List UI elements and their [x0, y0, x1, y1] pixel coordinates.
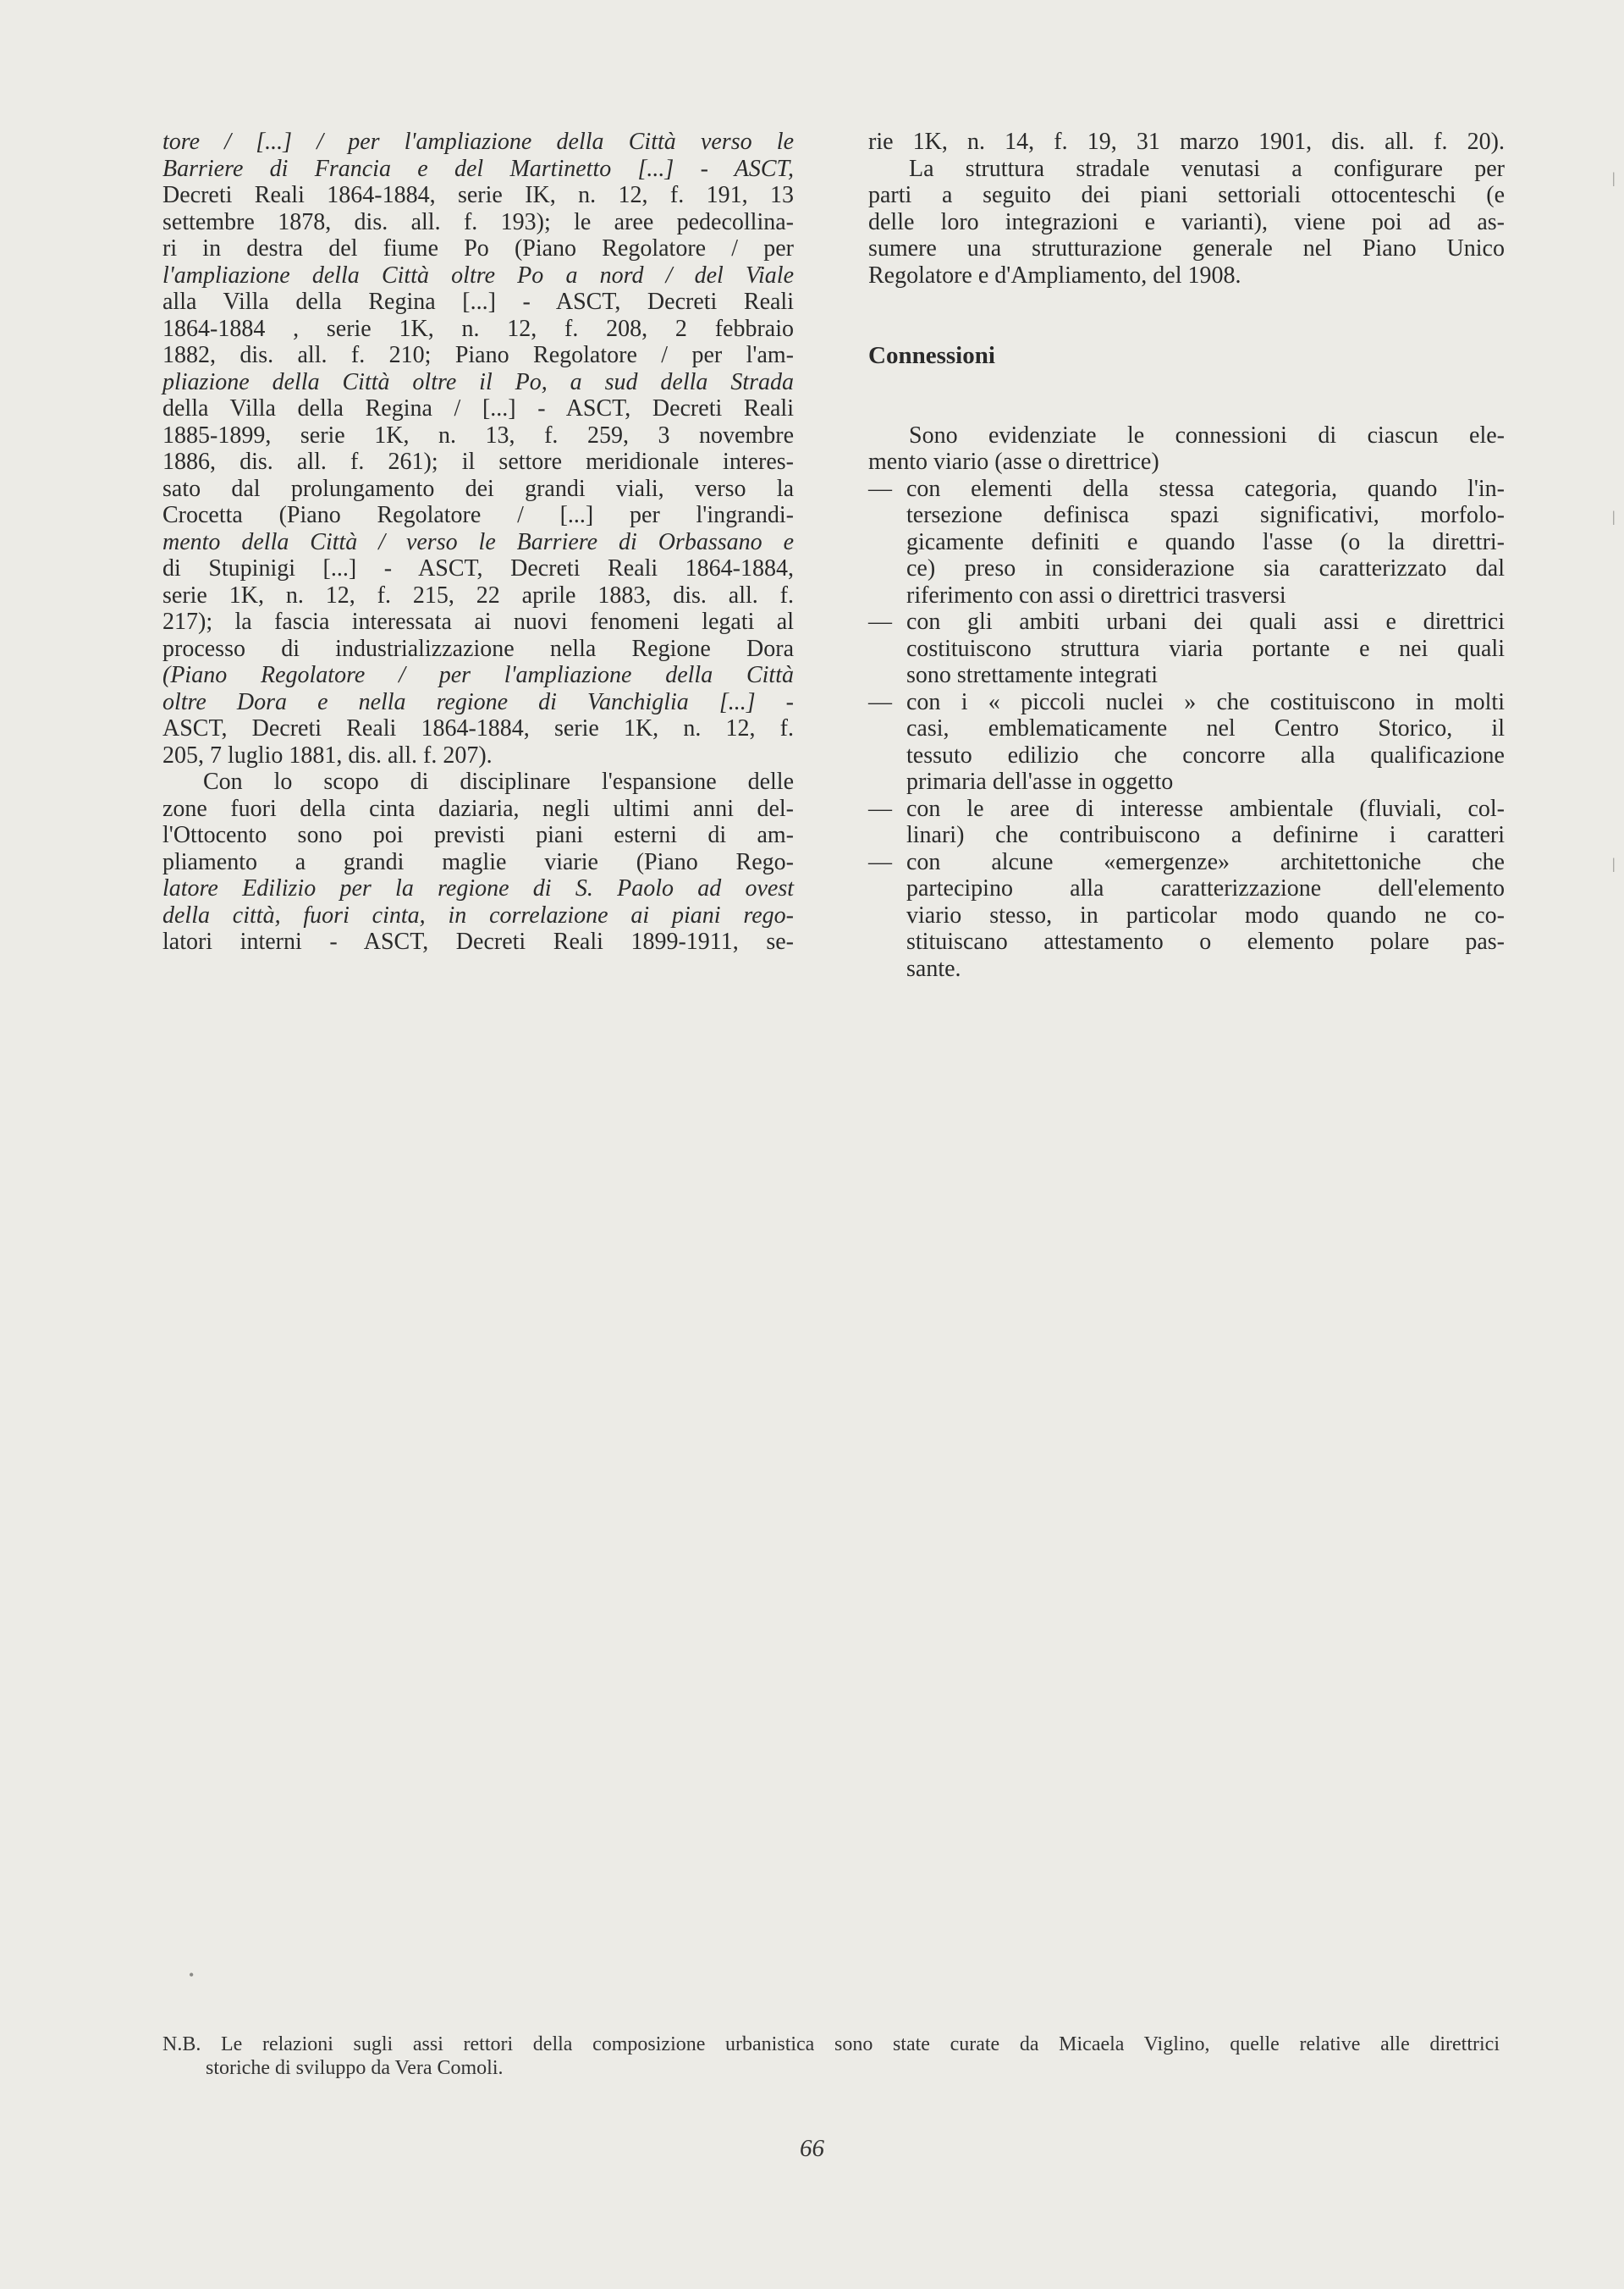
dash-bullet: —	[868, 609, 892, 635]
text-line: pliazione della Città oltre il Po, a sud della Strada	[162, 368, 794, 395]
text-line: tessuto edilizio che concorre alla qualificazione	[906, 742, 1505, 769]
text-line: tore / [...] / per l'ampliazione della Città verso le	[162, 129, 794, 155]
text-line: gicamente definiti e quando l'asse (o la direttri-	[906, 528, 1505, 555]
text-line: delle loro integrazioni e varianti), viene poi ad as-	[868, 208, 1505, 235]
text-line: ASCT, Decreti Reali 1864-1884, serie 1K, n. 12, f.	[162, 715, 794, 742]
text-line: 1886, dis. all. f. 261); il settore meridionale interes-	[162, 449, 794, 475]
text-line: 205, 7 luglio 1881, dis. all. f. 207).	[162, 742, 493, 769]
text-line: mento viario (asse o direttrice)	[868, 449, 1159, 475]
text-line: settembre 1878, dis. all. f. 193); le aree pedecollina-	[162, 208, 794, 235]
text-line: casi, emblematicamente nel Centro Storico, il	[906, 715, 1505, 742]
text-line: latori interni - ASCT, Decreti Reali 1899-1911, se-	[162, 929, 794, 955]
text-line: pliamento a grandi maglie viarie (Piano Rego-	[162, 848, 794, 875]
text-line: serie 1K, n. 12, f. 215, 22 aprile 1883, dis. all. f.	[162, 582, 794, 609]
list-item	[868, 849, 1505, 983]
text-line: (Piano Regolatore / per l'ampliazione della Città	[162, 662, 794, 688]
text-line: rie 1K, n. 14, f. 19, 31 marzo 1901, dis. all. f. 20).	[868, 129, 1505, 155]
text-line: — con elementi della stessa categoria, quando l'in-	[868, 475, 1505, 502]
dash-bullet: —	[868, 475, 892, 502]
list-item	[868, 689, 1505, 796]
section-heading: Connessioni	[868, 342, 995, 369]
text-line: sumere una strutturazione generale nel Piano Unico	[868, 235, 1505, 262]
text-line: l'Ottocento sono poi previsti piani esterni di am-	[162, 822, 794, 848]
text-line: 1864-1884 , serie 1K, n. 12, f. 208, 2 febbraio	[162, 315, 794, 342]
text-line: sante.	[906, 955, 961, 982]
text-line: riferimento con assi o direttrici trasversi	[906, 582, 1286, 609]
page-number: 66	[800, 2135, 824, 2162]
text-line: 217); la fascia interessata ai nuovi fenomeni legati al	[162, 609, 794, 635]
text-line: — con gli ambiti urbani dei quali assi e direttrici	[868, 609, 1505, 635]
left-column	[162, 129, 794, 956]
text-line: costituiscono struttura viaria portante e nei quali	[906, 635, 1505, 662]
dash-bullet: —	[868, 688, 892, 715]
text-line: partecipino alla caratterizzazione dell'elemento	[906, 875, 1505, 902]
text-line: 1885-1899, serie 1K, n. 13, f. 259, 3 novembre	[162, 422, 794, 449]
text-line: — con le aree di interesse ambientale (fluviali, col-	[868, 795, 1505, 822]
text-line: sono strettamente integrati	[906, 662, 1159, 688]
right-column	[868, 129, 1505, 982]
text-line: della Villa della Regina / [...] - ASCT, Decreti Reali	[162, 395, 794, 422]
text-line: della città, fuori cinta, in correlazione ai piani rego-	[162, 902, 794, 929]
text-line: Con lo scopo di disciplinare l'espansione delle	[203, 769, 794, 795]
text-line: primaria dell'asse in oggetto	[906, 769, 1174, 795]
list-item	[868, 609, 1505, 689]
text-line: processo di industrializzazione nella Regione Dora	[162, 635, 794, 662]
text-line: oltre Dora e nella regione di Vanchiglia [...] -	[162, 688, 794, 715]
text-line: sato dal prolungamento dei grandi viali, verso la	[162, 475, 794, 502]
text-line: tersezione definisca spazi significativi, morfolo-	[906, 502, 1505, 528]
text-line: l'ampliazione della Città oltre Po a nord / del Viale	[162, 262, 794, 289]
text-line: alla Villa della Regina [...] - ASCT, Decreti Reali	[162, 289, 794, 315]
list-item	[868, 796, 1505, 849]
text-line: 1882, dis. all. f. 210; Piano Regolatore / per l'am-	[162, 342, 794, 368]
text-line: Decreti Reali 1864-1884, serie IK, n. 12, f. 191, 13	[162, 182, 794, 208]
footnote-line: storiche di sviluppo da Vera Comoli.	[206, 2057, 504, 2079]
text-line: — con alcune «emergenze» architettoniche che	[868, 848, 1505, 875]
text-line: di Stupinigi [...] - ASCT, Decreti Reali 1864-1884,	[162, 555, 794, 582]
text-line: latore Edilizio per la regione di S. Paolo ad ovest	[162, 875, 794, 902]
dash-bullet: —	[868, 795, 892, 822]
text-line: Crocetta (Piano Regolatore / [...] per l'ingrandi-	[162, 502, 794, 528]
text-line: viario stesso, in particolar modo quando ne co-	[906, 902, 1505, 929]
text-line: stituiscano attestamento o elemento polare pas-	[906, 929, 1505, 955]
footnote-line: N.B. Le relazioni sugli assi rettori della composizione urbanistica sono state curate da Micaela Viglino, quelle relative alle direttrici	[162, 2033, 1500, 2055]
dash-bullet: —	[868, 848, 892, 875]
footnote	[162, 2033, 1500, 2080]
scan-mark: |	[1612, 508, 1616, 525]
text-line: parti a seguito dei piani settoriali ottocenteschi (e	[868, 182, 1505, 208]
scan-mark: •	[189, 1966, 195, 1983]
text-line: Sono evidenziate le connessioni di ciascun ele-	[909, 422, 1505, 449]
text-line: — con i « piccoli nuclei » che costituiscono in molti	[868, 688, 1505, 715]
text-line: ce) preso in considerazione sia caratterizzato dal	[906, 555, 1505, 582]
list-item	[868, 476, 1505, 609]
scan-mark: |	[1612, 855, 1616, 872]
text-line: La struttura stradale venutasi a configurare per	[909, 155, 1505, 182]
text-line: ri in destra del fiume Po (Piano Regolatore / per	[162, 235, 794, 262]
scan-mark: |	[1612, 169, 1616, 186]
text-line: Regolatore e d'Ampliamento, del 1908.	[868, 262, 1241, 289]
text-line: zone fuori della cinta daziaria, negli ultimi anni del-	[162, 795, 794, 822]
text-line: mento della Città / verso le Barriere di Orbassano e	[162, 528, 794, 555]
text-line: Barriere di Francia e del Martinetto [...] - ASCT,	[162, 155, 794, 182]
text-line: linari) che contribuiscono a definirne i caratteri	[906, 822, 1505, 848]
